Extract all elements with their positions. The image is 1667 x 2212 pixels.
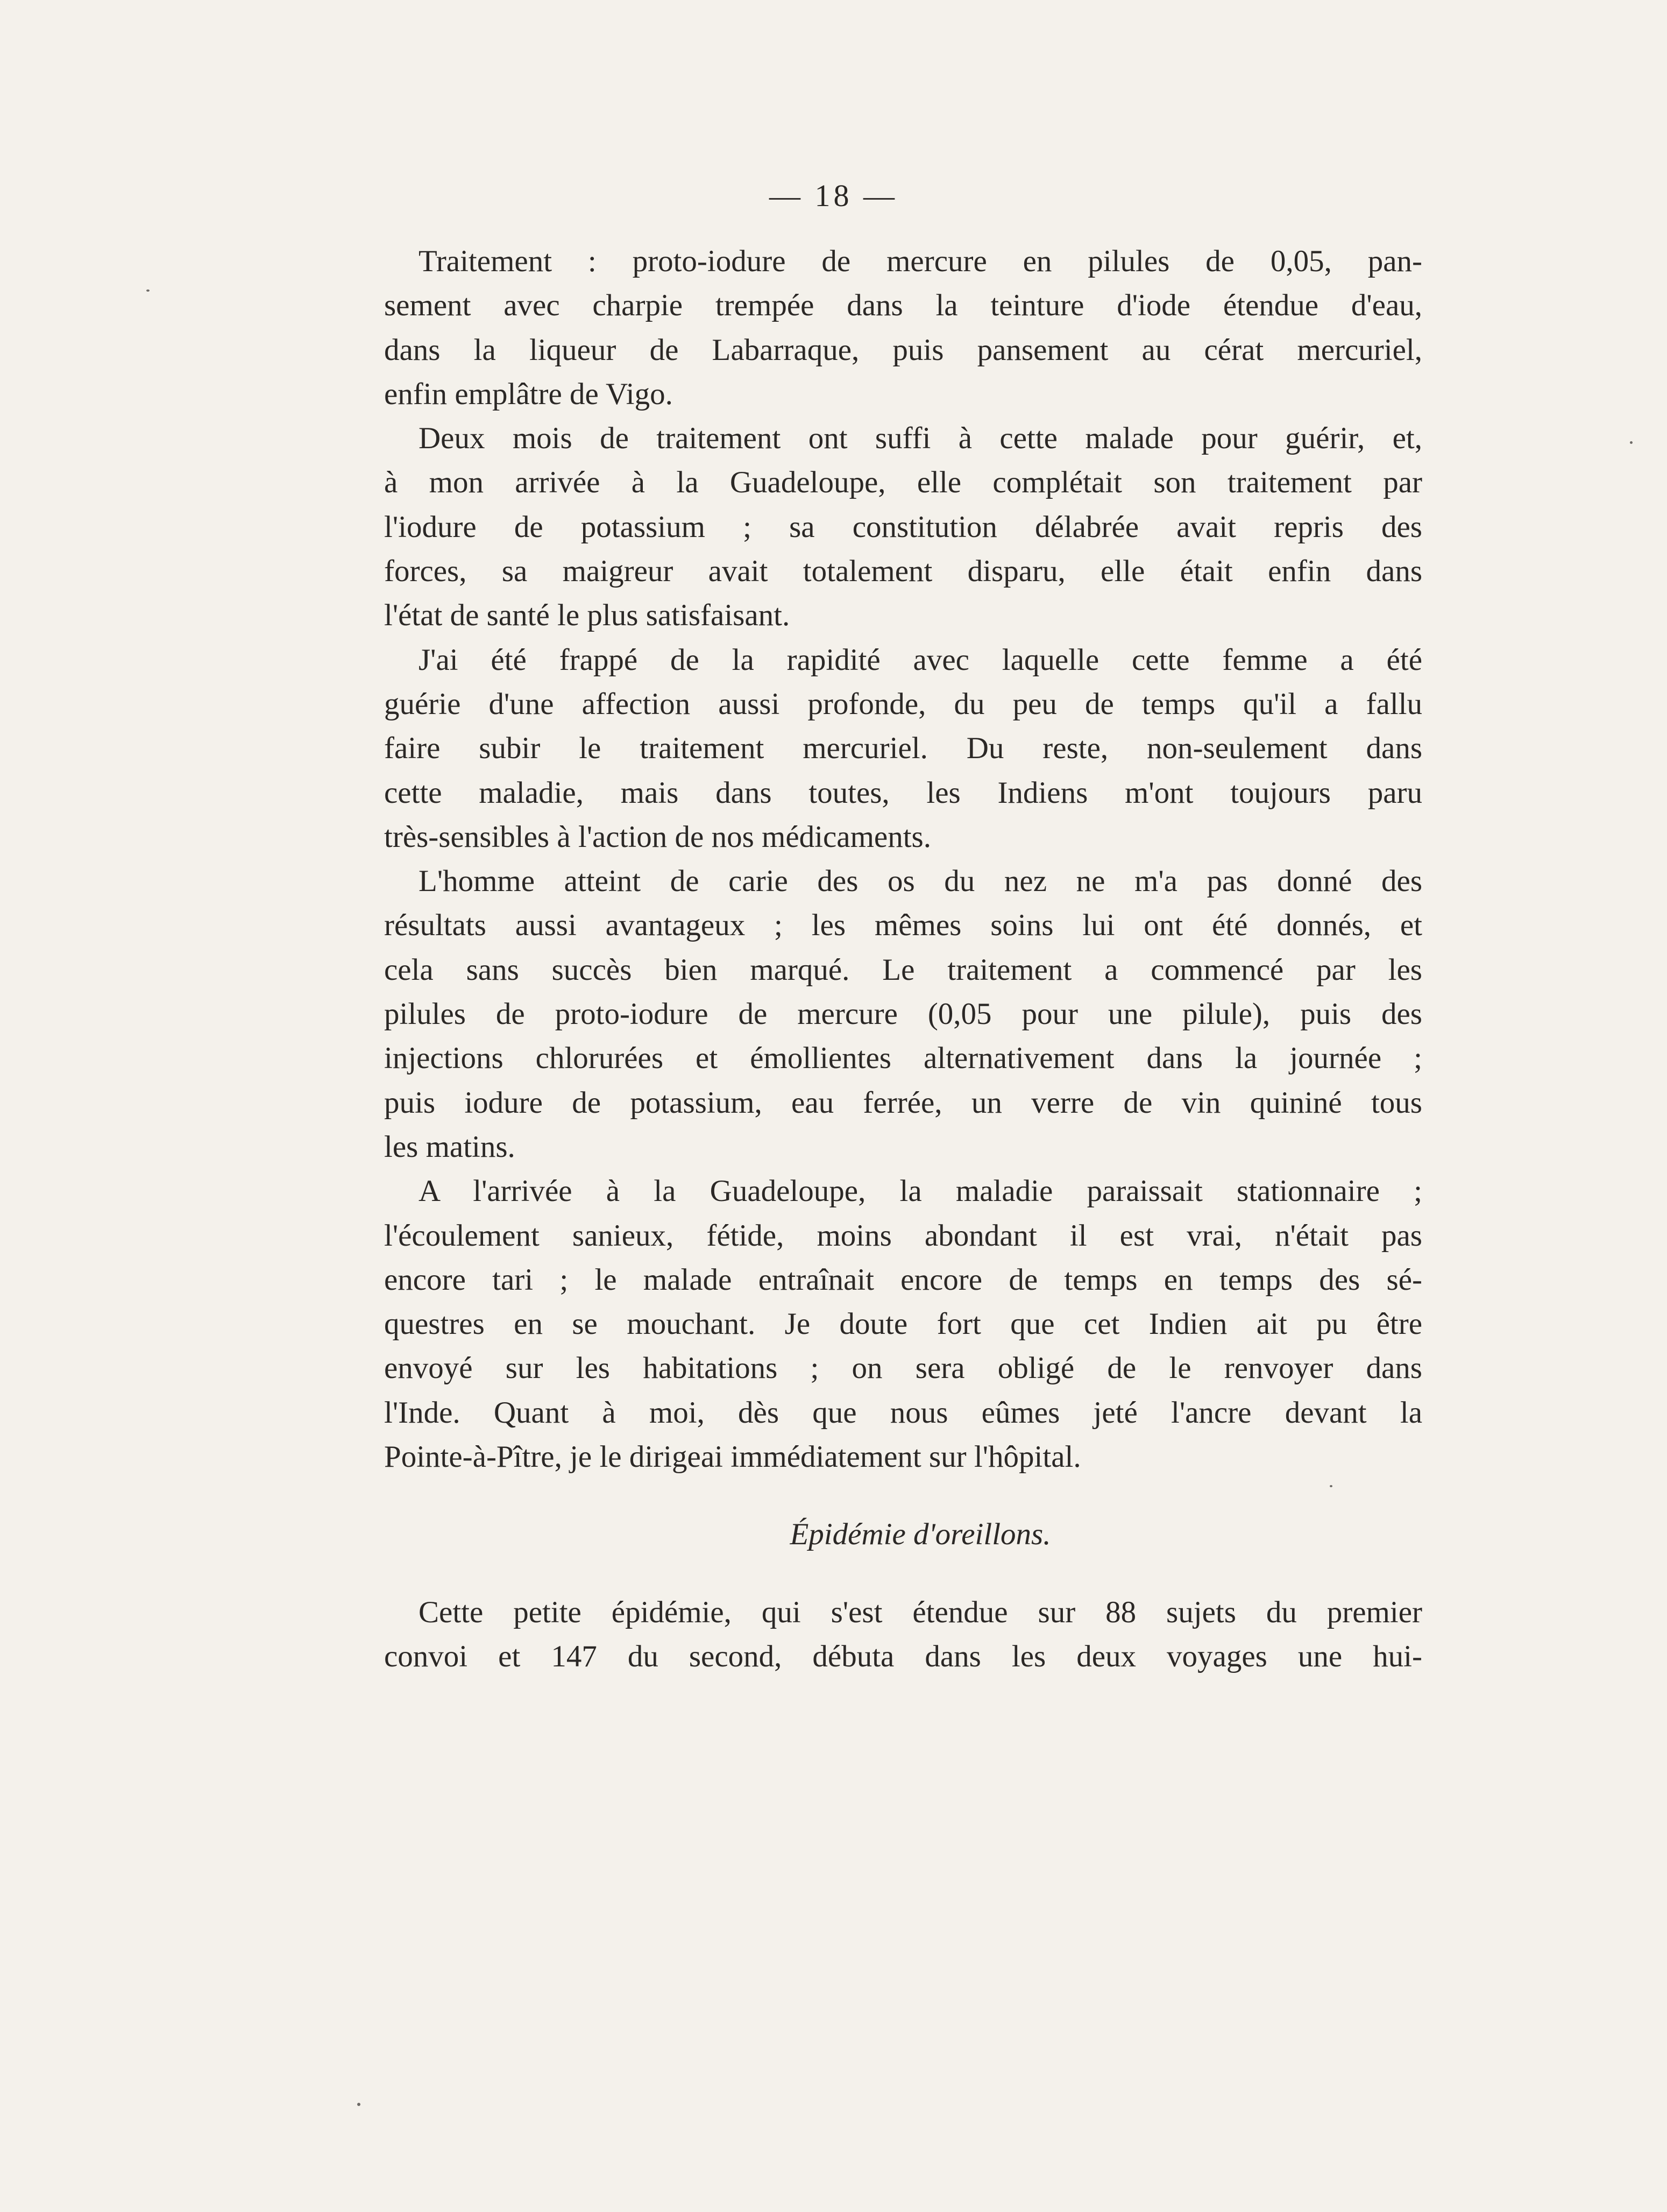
- text-line: A l'arrivée à la Guadeloupe, la maladie paraissait stationnaire ;: [418, 1174, 1422, 1209]
- paragraph-treatment: [384, 239, 1422, 416]
- page-number: — 18 —: [769, 178, 898, 213]
- text-line: envoyé sur les habitations ; on sera obligé de le renvoyer dans: [384, 1351, 1422, 1386]
- section-heading: Épidémie d'oreillons.: [790, 1517, 1051, 1552]
- paragraph-nose-caries: [384, 859, 1422, 1169]
- paragraph-epidemic: [384, 1591, 1422, 1679]
- text-line: cela sans succès bien marqué. Le traitement a commencé par les: [384, 952, 1422, 987]
- paper-speck: [1330, 1485, 1332, 1487]
- text-line: encore tari ; le malade entraînait encore de temps en temps des sé-: [384, 1262, 1422, 1297]
- text-line: forces, sa maigreur avait totalement disparu, elle était enfin dans: [384, 554, 1422, 589]
- text-line: résultats aussi avantageux ; les mêmes soins lui ont été donnés, et: [384, 908, 1422, 943]
- paper-speck: [357, 2103, 360, 2106]
- paper-speck: [1630, 441, 1633, 444]
- paragraph-recovery: [384, 416, 1422, 638]
- text-line: très-sensibles à l'action de nos médicaments.: [384, 819, 931, 854]
- text-line: L'homme atteint de carie des os du nez ne m'a pas donné des: [418, 864, 1422, 899]
- text-line: J'ai été frappé de la rapidité avec laquelle cette femme a été: [418, 642, 1422, 677]
- text-line: à mon arrivée à la Guadeloupe, elle complétait son traitement par: [384, 465, 1422, 500]
- text-line: Deux mois de traitement ont suffi à cette malade pour guérir, et,: [418, 421, 1422, 456]
- text-line: puis iodure de potassium, eau ferrée, un verre de vin quininé tous: [384, 1085, 1422, 1120]
- body-text: [384, 239, 1422, 1679]
- text-line: l'Inde. Quant à moi, dès que nous eûmes jeté l'ancre devant la: [384, 1395, 1422, 1430]
- text-line: enfin emplâtre de Vigo.: [384, 377, 673, 411]
- text-line: guérie d'une affection aussi profonde, du peu de temps qu'il a fallu: [384, 687, 1422, 721]
- text-line: Traitement : proto-iodure de mercure en pilules de 0,05, pan-: [418, 244, 1422, 278]
- text-line: faire subir le traitement mercuriel. Du reste, non-seulement dans: [384, 731, 1422, 766]
- text-line: questres en se mouchant. Je doute fort que cet Indien ait pu être: [384, 1307, 1422, 1341]
- paper-speck: [146, 289, 150, 292]
- text-line: injections chlorurées et émollientes alternativement dans la journée ;: [384, 1041, 1422, 1076]
- text-line: Cette petite épidémie, qui s'est étendue sur 88 sujets du premier: [418, 1595, 1422, 1629]
- text-line: dans la liqueur de Labarraque, puis pansement au cérat mercuriel,: [384, 333, 1422, 367]
- text-line: sement avec charpie trempée dans la teinture d'iode étendue d'eau,: [384, 288, 1422, 323]
- paragraph-arrival: [384, 1169, 1422, 1479]
- text-line: Pointe-à-Pître, je le dirigeai immédiatement sur l'hôpital.: [384, 1440, 1081, 1474]
- text-line: l'écoulement sanieux, fétide, moins abondant il est vrai, n'était pas: [384, 1218, 1422, 1253]
- text-line: pilules de proto-iodure de mercure (0,05 pour une pilule), puis des: [384, 997, 1422, 1031]
- text-line: les matins.: [384, 1129, 515, 1164]
- text-line: l'iodure de potassium ; sa constitution délabrée avait repris des: [384, 510, 1422, 544]
- text-line: convoi et 147 du second, débuta dans les deux voyages une hui-: [384, 1639, 1422, 1673]
- paragraph-observation: [384, 638, 1422, 859]
- text-line: l'état de santé le plus satisfaisant.: [384, 598, 790, 633]
- text-line: cette maladie, mais dans toutes, les Indiens m'ont toujours paru: [384, 775, 1422, 810]
